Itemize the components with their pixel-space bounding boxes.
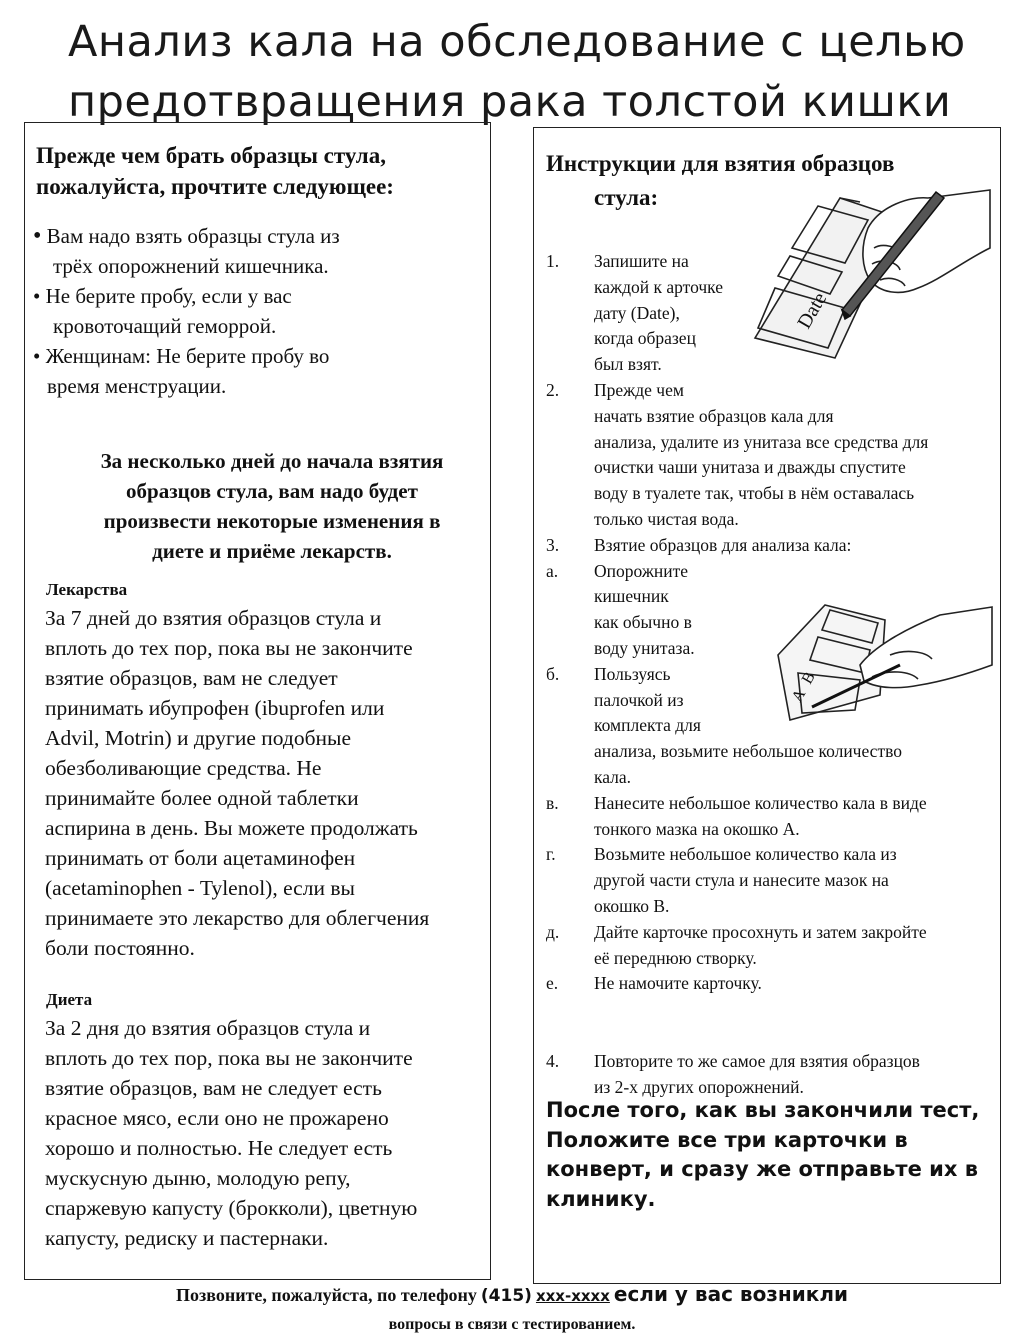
footer-text: если у вас возникли xyxy=(613,1282,848,1306)
list-item xyxy=(33,341,340,371)
step-text: Опорожните xyxy=(594,560,689,581)
final-instruction-line: клинику. xyxy=(546,1186,656,1211)
step-text: Нанесите небольшое количество кала в виде xyxy=(594,792,927,813)
step-text: каждой к арточке xyxy=(594,276,724,297)
step-number: 3. xyxy=(546,534,560,555)
step-number: 1. xyxy=(546,251,560,271)
list-item-text: Вам надо взять образцы стула из xyxy=(46,224,340,248)
step-text: из 2-х других опорожнений. xyxy=(594,1076,804,1097)
footer-text: Позвоните, пожалуйста, по телефону xyxy=(176,1285,477,1305)
step-text: дату (Date), xyxy=(594,302,680,323)
instructions-heading-line-2: стула: xyxy=(594,185,659,210)
text-line: вплоть до тех пор, пока вы не закончите xyxy=(45,1046,413,1070)
step-text: палочкой из xyxy=(594,689,684,710)
step-text: комплекта для xyxy=(594,715,701,736)
page-title-line-1: Анализ кала на обследование с целью xyxy=(68,17,966,67)
list-item-text: Не берите пробу, если у вас xyxy=(45,284,292,308)
text-line: красное мясо, если оно не прожарено xyxy=(45,1106,389,1130)
final-instruction-line: После того, как вы закончили тест, xyxy=(546,1098,980,1122)
list-item xyxy=(33,221,340,251)
preparation-heading xyxy=(36,140,394,202)
list-item-text: трёх опорожнений кишечника. xyxy=(53,254,329,278)
bullet-icon: • xyxy=(33,344,41,368)
step-number: е. xyxy=(546,973,559,994)
window-b-label: B xyxy=(798,669,819,687)
step-text: Запишите на xyxy=(594,251,689,271)
text-line: обезболивающие средства. Не xyxy=(45,756,322,780)
step-number: б. xyxy=(546,663,560,684)
step-text: анализа, удалите из унитаза все средства для xyxy=(594,431,929,452)
step-text: когда образец xyxy=(594,328,696,349)
preparation-heading-line-2: пожалуйста, прочтите следующее: xyxy=(36,174,394,199)
list-item-text: кровоточащий геморрой. xyxy=(53,314,277,338)
step-text: Не намочите карточку. xyxy=(594,973,762,994)
page-title-line-2: предотвращения рака толстой кишки xyxy=(68,77,952,127)
text-line: взятие образцов, вам не следует xyxy=(45,666,338,690)
list-item-text: время менструации. xyxy=(47,374,227,398)
date-label: Date xyxy=(793,288,832,333)
preparation-heading-line-1: Прежде чем брать образцы стула, xyxy=(36,143,386,168)
text-line: Advil, Motrin) и другие подобные xyxy=(45,726,352,750)
step-number: 4. xyxy=(546,1050,560,1071)
step-number: г. xyxy=(546,844,556,865)
text-line: принимаете это лекарство для облегчения xyxy=(45,906,430,930)
medicines-text xyxy=(45,603,429,963)
notice-line: За несколько дней до начала взятия xyxy=(100,449,444,473)
final-instruction-line: Положите все три карточки в xyxy=(546,1127,908,1152)
step-text: Возьмите небольшое количество кала из xyxy=(594,844,897,865)
medicines-title: Лекарства xyxy=(46,580,128,599)
text-line: принимать ибупрофен (ibuprofen или xyxy=(45,696,385,720)
text-line: взятие образцов, вам не следует есть xyxy=(45,1076,382,1100)
notice-line: произвести некоторые изменения в xyxy=(103,509,441,533)
step-text: кала. xyxy=(594,767,632,787)
window-a-label: A xyxy=(788,686,810,705)
text-line: вплоть до тех пор, пока вы не закончите xyxy=(45,636,413,660)
bullet-icon: • xyxy=(33,223,42,249)
step-text: другой части стула и нанесите мазок на xyxy=(594,870,889,891)
final-instruction-line: конверт, и сразу же отправьте их в xyxy=(546,1157,979,1181)
page-title xyxy=(68,12,1008,132)
text-line: аспирина в день. Вы можете продолжать xyxy=(45,816,418,840)
step-text: начать взятие образцов кала для xyxy=(594,405,834,426)
text-line: хорошо и полностью. Не следует есть xyxy=(45,1136,393,1160)
step-text: воду в туалете так, чтобы в нём оставалась xyxy=(594,483,915,504)
applying-sample-illustration xyxy=(760,585,995,725)
text-line: мускусную дыню, молодую репу, xyxy=(45,1166,351,1190)
step-number: в. xyxy=(546,792,559,813)
text-line: (acetaminophen - Tylenol), если вы xyxy=(45,876,355,900)
step-text: только чистая вода. xyxy=(594,509,739,529)
final-instruction xyxy=(546,1096,979,1214)
text-line: капусту, редиску и пастернаки. xyxy=(45,1226,329,1250)
text-line: За 2 дня до взятия образцов стула и xyxy=(45,1016,371,1040)
diet-text xyxy=(45,1013,417,1253)
step-text: очистки чаши унитаза и дважды спустите xyxy=(594,457,906,478)
bullet-icon: • xyxy=(33,284,41,308)
writing-date-illustration xyxy=(750,188,995,363)
step-text: анализа, возьмите небольшое количество xyxy=(594,741,902,762)
step-number: a. xyxy=(546,560,559,581)
notice-line: диете и приёме лекарств. xyxy=(152,539,392,563)
step-text: был взят. xyxy=(594,354,662,375)
step-text: как обычно в xyxy=(594,612,692,633)
step-text: воду унитаза. xyxy=(594,638,695,658)
text-line: принимать от боли ацетаминофен xyxy=(45,846,356,870)
step-text: Взятие образцов для анализа кала: xyxy=(594,534,852,555)
step-text: кишечник xyxy=(594,586,669,607)
footer-area-code: (415) xyxy=(480,1286,532,1306)
text-line: За 7 дней до взятия образцов стула и xyxy=(45,606,382,630)
diet-title: Диета xyxy=(46,990,93,1009)
step-text: Пользуясь xyxy=(594,663,671,684)
warning-list xyxy=(33,221,340,401)
step-text: Прежде чем xyxy=(594,380,684,400)
notice-line: образцов стула, вам надо будет xyxy=(126,479,418,503)
step-text: тонкого мазка на окошко А. xyxy=(594,818,800,839)
list-item-text: Женщинам: Не берите пробу во xyxy=(45,344,330,368)
step-text: её переднюю створку. xyxy=(594,947,757,968)
step-text: окошко В. xyxy=(594,896,670,916)
list-item xyxy=(33,281,340,311)
instructions-heading-line-1: Инструкции для взятия образцов xyxy=(546,151,895,176)
footer-phone-number[interactable]: xxx-xxxx xyxy=(535,1287,610,1305)
text-line: боли постоянно. xyxy=(45,936,195,960)
text-line: спаржевую капусту (брокколи), цветную xyxy=(45,1196,418,1220)
step-text: Дайте карточке просохнуть и затем закройте xyxy=(594,921,927,942)
diet-medication-notice xyxy=(30,446,514,566)
footer-contact-line-2: вопросы в связи с тестированием. xyxy=(388,1316,636,1333)
step-number: д. xyxy=(546,921,560,942)
text-line: принимайте более одной таблетки xyxy=(45,786,359,810)
step-number: 2. xyxy=(546,380,560,400)
step-text: Повторите то же самое для взятия образцов xyxy=(594,1050,920,1071)
footer-contact xyxy=(0,1280,1024,1311)
